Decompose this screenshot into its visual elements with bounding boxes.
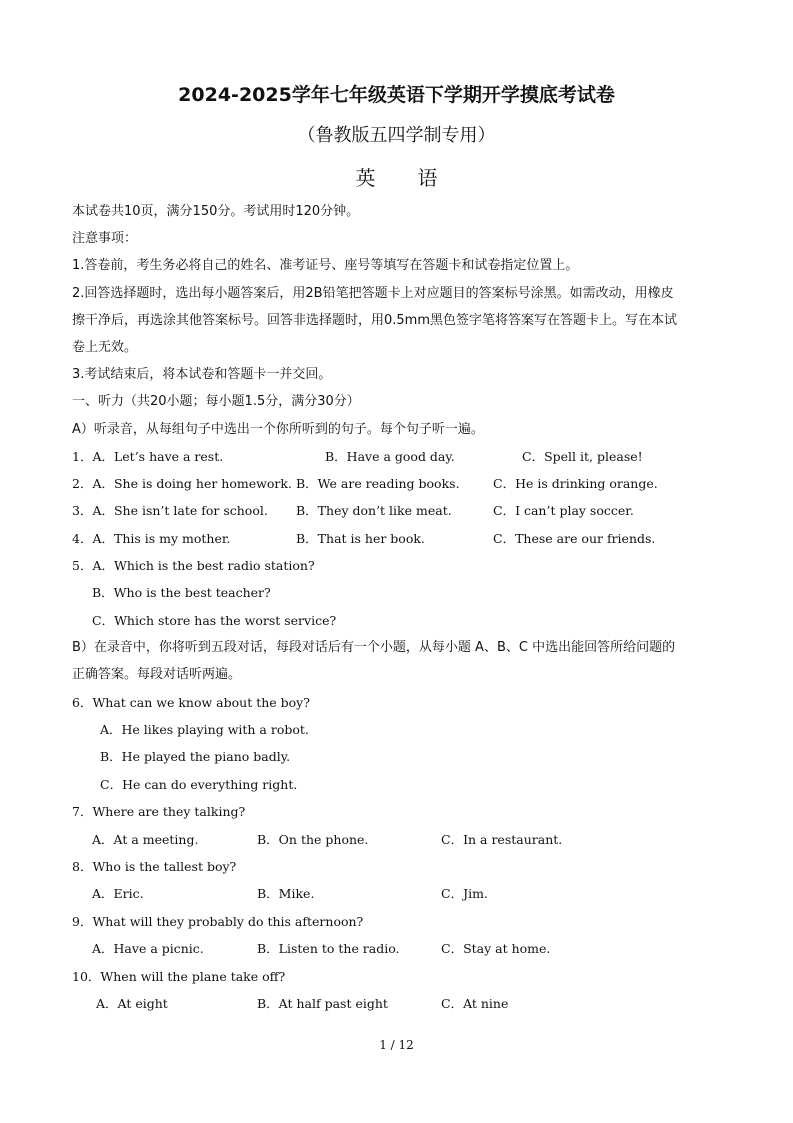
notice-item-2-line-3: 卷上无效。 bbox=[72, 340, 138, 355]
question-3-option-c: C．I can’t play soccer. bbox=[493, 503, 634, 518]
question-10-option-a: A．At eight bbox=[96, 996, 168, 1011]
question-1-option-b: B．Have a good day. bbox=[325, 449, 455, 464]
question-4-option-a: 4．A．This is my mother. bbox=[72, 531, 231, 546]
part-a-instruction: A）听录音，从每组句子中选出一个你所听到的句子。每个句子听一遍。 bbox=[72, 422, 484, 437]
question-3-option-b: B．They don’t like meat. bbox=[296, 503, 452, 518]
question-7-option-c: C．In a restaurant. bbox=[441, 832, 563, 847]
question-8-stem: 8．Who is the tallest boy? bbox=[72, 859, 237, 874]
question-10-stem: 10．When will the plane take off? bbox=[72, 969, 286, 984]
question-8-option-c: C．Jim. bbox=[441, 886, 488, 901]
question-7-stem: 7．Where are they talking? bbox=[72, 804, 246, 819]
question-8-option-b: B．Mike. bbox=[257, 886, 315, 901]
question-2-option-c: C．He is drinking orange. bbox=[493, 476, 658, 491]
question-6-stem: 6．What can we know about the boy? bbox=[72, 695, 310, 710]
page-subtitle: （鲁教版五四学制专用） bbox=[297, 125, 496, 146]
notice-heading: 注意事项： bbox=[72, 231, 138, 246]
question-8-option-a: A．Eric. bbox=[92, 886, 144, 901]
question-5-option-c: C．Which store has the worst service? bbox=[92, 613, 337, 628]
page-number: 1 / 12 bbox=[379, 1038, 414, 1052]
question-4-option-c: C．These are our friends. bbox=[493, 531, 656, 546]
subject-label: 英语 bbox=[355, 166, 480, 190]
question-2-option-a: 2．A．She is doing her homework. bbox=[72, 476, 292, 491]
section-heading: 一、听力（共20小题；每小题1.5分，满分30分） bbox=[72, 394, 360, 409]
exam-summary: 本试卷共10页，满分150分。考试用时120分钟。 bbox=[72, 204, 360, 219]
question-5-option-b: B．Who is the best teacher? bbox=[92, 585, 271, 600]
notice-item-2-line-1: 2.回答选择题时，选出每小题答案后，用2B铅笔把答题卡上对应题目的答案标号涂黑。如需改动，用橡皮 bbox=[72, 286, 674, 301]
question-1-option-c: C．Spell it, please! bbox=[522, 449, 643, 464]
question-7-option-b: B．On the phone. bbox=[257, 832, 369, 847]
question-9-option-c: C．Stay at home. bbox=[441, 941, 551, 956]
question-6-option-a: A．He likes playing with a robot. bbox=[100, 722, 309, 737]
question-4-option-b: B．That is her book. bbox=[296, 531, 425, 546]
question-6-option-b: B．He played the piano badly. bbox=[100, 749, 291, 764]
question-6-option-c: C．He can do everything right. bbox=[100, 777, 298, 792]
question-3-option-a: 3．A．She isn’t late for school. bbox=[72, 503, 268, 518]
notice-item-3: 3.考试结束后，将本试卷和答题卡一并交回。 bbox=[72, 367, 332, 382]
question-9-option-a: A．Have a picnic. bbox=[92, 941, 204, 956]
notice-item-2-line-2: 擦干净后，再选涂其他答案标号。回答非选择题时，用0.5mm黑色签字笔将答案写在答题卡上。写在本试 bbox=[72, 313, 678, 328]
page-title: 2024-2025学年七年级英语下学期开学摸底考试卷 bbox=[178, 84, 615, 106]
part-b-instruction-line-2: 正确答案。每段对话听两遍。 bbox=[72, 667, 242, 682]
question-10-option-b: B．At half past eight bbox=[257, 996, 388, 1011]
part-b-instruction-line-1: B）在录音中，你将听到五段对话，每段对话后有一个小题，从每小题 A、B、C 中选出能回答所给问题的 bbox=[72, 640, 676, 655]
question-9-stem: 9．What will they probably do this afternoon? bbox=[72, 914, 364, 929]
question-9-option-b: B．Listen to the radio. bbox=[257, 941, 400, 956]
question-10-option-c: C．At nine bbox=[441, 996, 509, 1011]
question-7-option-a: A．At a meeting. bbox=[92, 832, 199, 847]
question-2-option-b: B．We are reading books. bbox=[296, 476, 460, 491]
notice-item-1: 1.答卷前，考生务必将自己的姓名、准考证号、座号等填写在答题卡和试卷指定位置上。 bbox=[72, 258, 579, 273]
question-5-option-a: 5．A．Which is the best radio station? bbox=[72, 558, 315, 573]
question-1-option-a: 1．A．Let’s have a rest. bbox=[72, 449, 224, 464]
